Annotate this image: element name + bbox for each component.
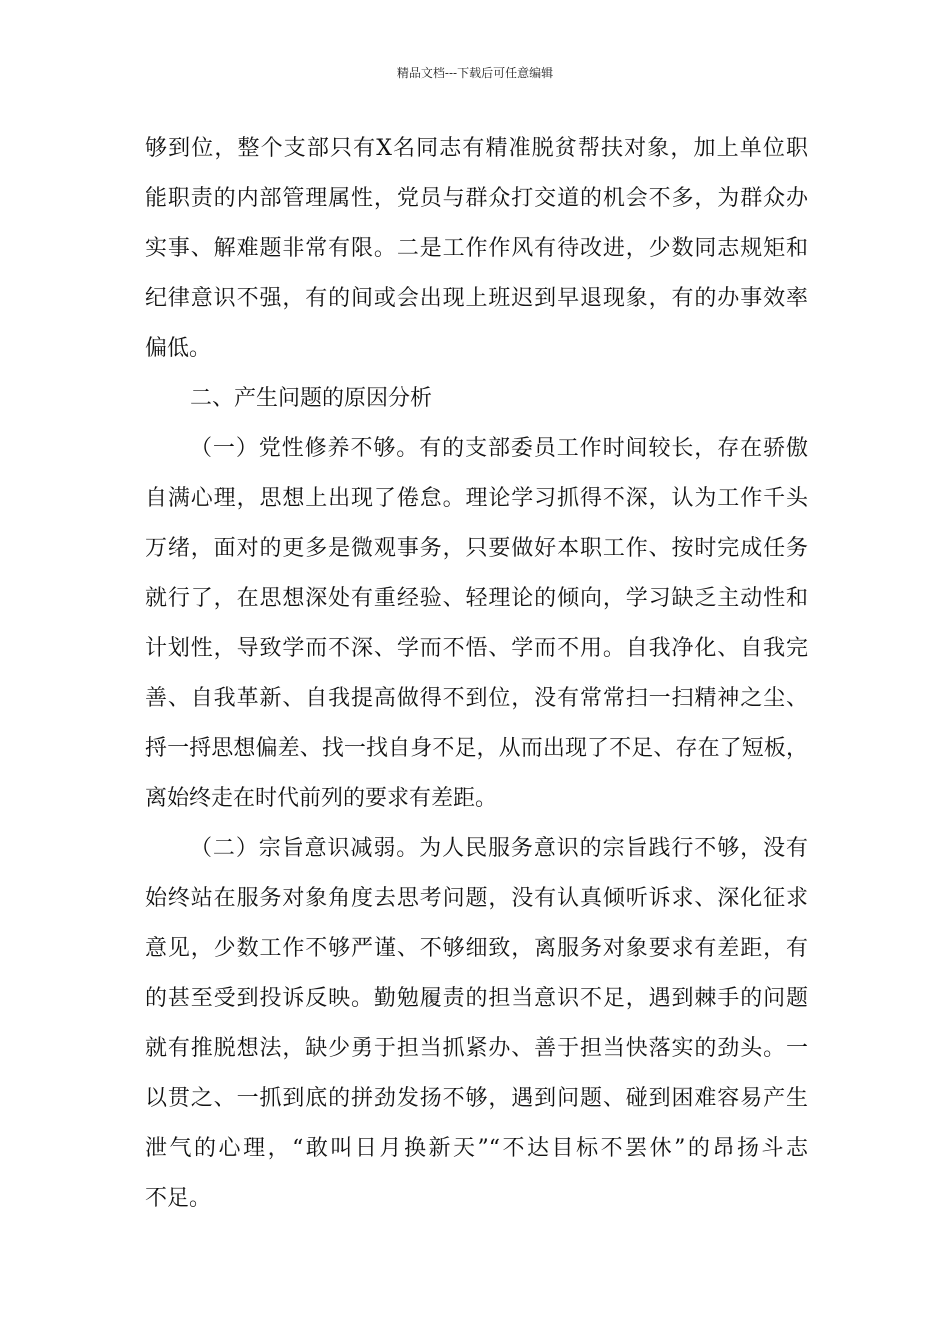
paragraph-line: 意见，少数工作不够严谨、不够细致，离服务对象要求有差距，有: [145, 936, 808, 961]
paragraph-line: 就有推脱想法，缺少勇于担当抓紧办、善于担当快落实的劲头。一: [145, 1036, 808, 1061]
paragraph-line: 偏低。: [145, 336, 212, 361]
paragraph-line: 够到位，整个支部只有X名同志有精准脱贫帮扶对象，加上单位职: [145, 136, 808, 161]
paragraph-line: 离始终走在时代前列的要求有差距。: [145, 786, 498, 811]
paragraph-line: （一）党性修养不够。有的支部委员工作时间较长，存在骄傲: [190, 436, 808, 461]
paragraph-line: 计划性，导致学而不深、学而不悟、学而不用。自我净化、自我完: [145, 636, 808, 661]
paragraph-line: 能职责的内部管理属性，党员与群众打交道的机会不多，为群众办: [145, 186, 808, 211]
paragraph-line: 以贯之、一抓到底的拼劲发扬不够，遇到问题、碰到困难容易产生: [145, 1086, 808, 1111]
paragraph-line: 就行了，在思想深处有重经验、轻理论的倾向，学习缺乏主动性和: [145, 586, 808, 611]
paragraph-line: 实事、解难题非常有限。二是工作作风有待改进，少数同志规矩和: [145, 236, 808, 261]
paragraph-line: 万绪，面对的更多是微观事务，只要做好本职工作、按时完成任务: [145, 536, 808, 561]
paragraph-line: 泄气的心理，“敢叫日月换新天”“不达目标不罢休”的昂扬斗志: [145, 1136, 808, 1161]
page-header: 精品文档---下载后可任意编辑: [396, 66, 554, 80]
section-heading: 二、产生问题的原因分析: [190, 386, 433, 411]
paragraph-line: 善、自我革新、自我提高做得不到位，没有常常扫一扫精神之尘、: [145, 686, 808, 711]
paragraph-line: 纪律意识不强，有的间或会出现上班迟到早退现象，有的办事效率: [145, 286, 808, 311]
paragraph-line: （二）宗旨意识减弱。为人民服务意识的宗旨践行不够，没有: [190, 836, 808, 861]
paragraph-line: 不足。: [145, 1186, 212, 1211]
paragraph-line: 的甚至受到投诉反映。勤勉履责的担当意识不足，遇到棘手的问题: [145, 986, 808, 1011]
paragraph-line: 始终站在服务对象角度去思考问题，没有认真倾听诉求、深化征求: [145, 886, 808, 911]
paragraph-line: 捋一捋思想偏差、找一找自身不足，从而出现了不足、存在了短板，: [145, 736, 808, 761]
paragraph-line: 自满心理，思想上出现了倦怠。理论学习抓得不深，认为工作千头: [145, 486, 808, 511]
